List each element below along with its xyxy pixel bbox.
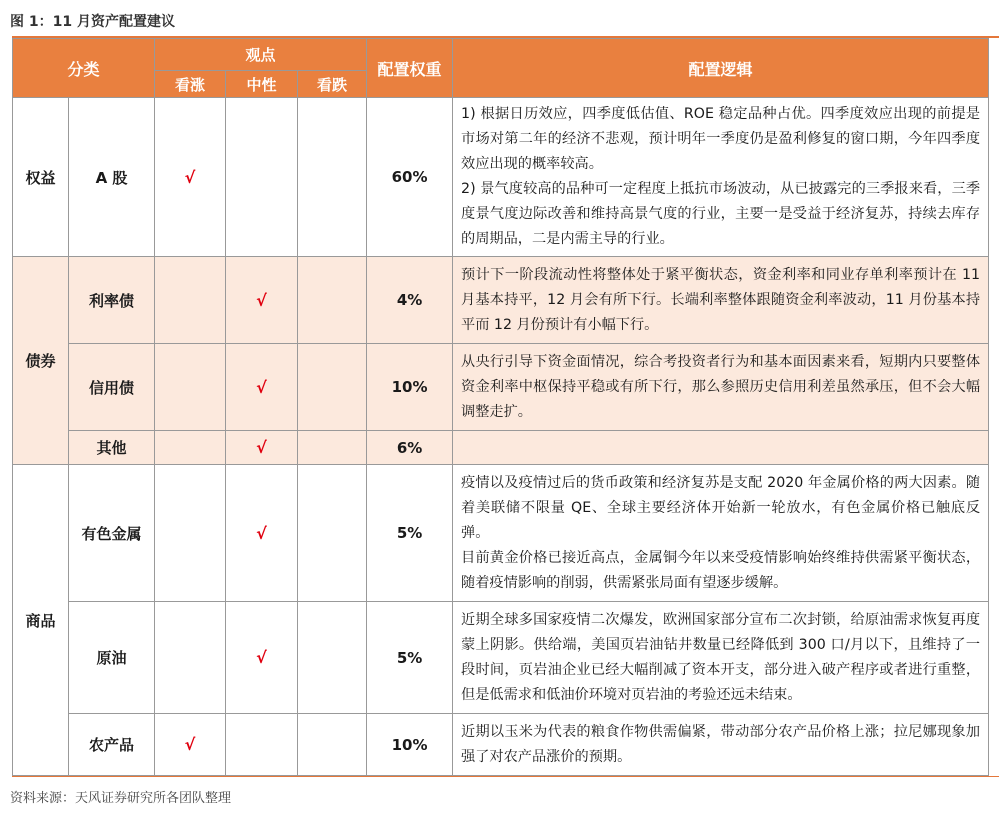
header-weight: 配置权重 — [367, 39, 453, 98]
bullish-cell — [155, 257, 226, 344]
allocation-table — [12, 38, 989, 776]
category-equity: 权益 — [13, 98, 69, 257]
table-row-credit-bond — [13, 344, 989, 431]
logic-oil: 近期全球多国家疫情二次爆发，欧洲国家部分宣布二次封锁，给原油需求恢复再度蒙上阴影。供给端，美国页岩油钻井数量已经降低到 300 口/月以下，且维持了一段时间，页岩油企业已经大幅削减了资本开支，部分进入破产程序或者进行重整，但是低需求和低油价环境对页岩油的考验还远未结束。 — [453, 602, 989, 714]
figure-title: 图 1：11 月资产配置建议 — [10, 14, 175, 30]
weight-agri: 10% — [367, 714, 453, 776]
table-row-metals — [13, 465, 989, 602]
bullish-cell — [155, 431, 226, 465]
bearish-cell — [298, 602, 367, 714]
logic-metals — [453, 465, 989, 602]
logic-credit-bond: 从央行引导下资金面情况，综合考投资者行为和基本面因素来看，短期内只要整体资金利率中枢保持平稳或有所下行，那么参照历史信用利差虽然承压，但不会大幅调整走扩。 — [453, 344, 989, 431]
bearish-cell — [298, 257, 367, 344]
asset-credit-bond: 信用债 — [69, 344, 155, 431]
bearish-cell — [298, 714, 367, 776]
check-mark-icon: √ — [226, 431, 298, 465]
check-mark-icon: √ — [226, 602, 298, 714]
check-mark-icon: √ — [155, 98, 226, 257]
table-row-oil — [13, 602, 989, 714]
bearish-cell — [298, 431, 367, 465]
check-mark-icon: √ — [155, 714, 226, 776]
logic-paragraph: 目前黄金价格已接近高点，金属铜今年以来受疫情影响始终维持供需紧平衡状态，随着疫情影响的削弱，供需紧张局面有望逐步缓解。 — [461, 549, 981, 591]
weight-rate-bond: 4% — [367, 257, 453, 344]
header-bullish: 看涨 — [155, 71, 226, 98]
logic-paragraph: 1) 根据日历效应，四季度低估值、ROE 稳定品种占优。四季度效应出现的前提是市场对第二年的经济不悲观，预计明年一季度仍是盈利修复的窗口期，今年四季度效应出现的概率较高。 — [461, 106, 981, 172]
bearish-cell — [298, 465, 367, 602]
category-commodities: 商品 — [13, 465, 69, 776]
weight-a-share: 60% — [367, 98, 453, 257]
header-view: 观点 — [155, 39, 367, 71]
logic-agri: 近期以玉米为代表的粮食作物供需偏紧，带动部分农产品价格上涨；拉尼娜现象加强了对农产品涨价的预期。 — [453, 714, 989, 776]
logic-rate-bond: 预计下一阶段流动性将整体处于紧平衡状态，资金利率和同业存单利率预计在 11 月基本持平，12 月会有所下行。长端利率整体跟随资金利率波动，11 月份基本持平而 12 月份预计有小幅下行。 — [453, 257, 989, 344]
logic-a-share — [453, 98, 989, 257]
neutral-cell — [226, 98, 298, 257]
asset-other-bond: 其他 — [69, 431, 155, 465]
table-row-a-share — [13, 98, 989, 257]
bottom-rule — [12, 776, 999, 777]
header-category: 分类 — [13, 39, 155, 98]
neutral-cell — [226, 714, 298, 776]
weight-credit-bond: 10% — [367, 344, 453, 431]
bullish-cell — [155, 465, 226, 602]
source-note: 资料来源：天风证券研究所各团队整理 — [10, 791, 232, 806]
bearish-cell — [298, 344, 367, 431]
bullish-cell — [155, 602, 226, 714]
weight-other-bond: 6% — [367, 431, 453, 465]
asset-metals: 有色金属 — [69, 465, 155, 602]
header-bearish: 看跌 — [298, 71, 367, 98]
header-row-top — [13, 39, 989, 71]
weight-oil: 5% — [367, 602, 453, 714]
asset-rate-bond: 利率债 — [69, 257, 155, 344]
bearish-cell — [298, 98, 367, 257]
check-mark-icon: √ — [226, 344, 298, 431]
asset-agri: 农产品 — [69, 714, 155, 776]
logic-paragraph: 2) 景气度较高的品种可一定程度上抵抗市场波动，从已披露完的三季报来看，三季度景气度边际改善和维持高景气度的行业，主要一是受益于经济复苏，持续去库存的周期品，二是内需主导的行业。 — [461, 181, 981, 247]
logic-other-bond — [453, 431, 989, 465]
table-row-agri — [13, 714, 989, 776]
asset-oil: 原油 — [69, 602, 155, 714]
table-row-other-bond — [13, 431, 989, 465]
category-bonds: 债券 — [13, 257, 69, 465]
asset-a-share: A 股 — [69, 98, 155, 257]
header-logic: 配置逻辑 — [453, 39, 989, 98]
header-neutral: 中性 — [226, 71, 298, 98]
check-mark-icon: √ — [226, 465, 298, 602]
weight-metals: 5% — [367, 465, 453, 602]
logic-paragraph: 疫情以及疫情过后的货币政策和经济复苏是支配 2020 年金属价格的两大因素。随着美联储不限量 QE、全球主要经济体开始新一轮放水，有色金属价格已触底反弹。 — [461, 474, 981, 541]
table-row-rate-bond — [13, 257, 989, 344]
bullish-cell — [155, 344, 226, 431]
check-mark-icon: √ — [226, 257, 298, 344]
